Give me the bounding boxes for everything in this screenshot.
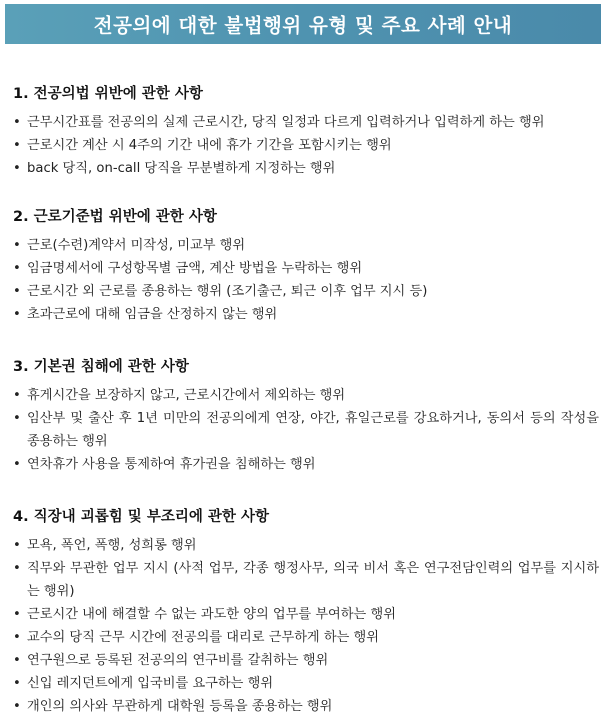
list-item: • 휴게시간을 보장하지 않고, 근로시간에서 제외하는 행위 (13, 384, 599, 407)
item-list (13, 111, 599, 180)
page-title: 전공의에 대한 불법행위 유형 및 주요 사례 안내 (93, 14, 513, 37)
list-item: • 초과근로에 대해 임금을 산정하지 않는 행위 (13, 303, 599, 326)
section-workplace-harassment (13, 506, 599, 718)
list-item: • 근로시간 외 근로를 종용하는 행위 (조기출근, 퇴근 이후 업무 지시 등) (13, 280, 599, 303)
list-item: • 근로시간 계산 시 4주의 기간 내에 휴가 기간을 포함시키는 행위 (13, 134, 599, 157)
section-heading: 3. 기본권 침해에 관한 사항 (13, 359, 189, 375)
list-item: • back 당직, on-call 당직을 무분별하게 지정하는 행위 (13, 157, 599, 180)
list-item: • 근로시간 내에 해결할 수 없는 과도한 양의 업무를 부여하는 행위 (13, 603, 599, 626)
section-heading: 1. 전공의법 위반에 관한 사항 (13, 86, 203, 102)
section-heading: 4. 직장내 괴롭힘 및 부조리에 관한 사항 (13, 509, 269, 525)
list-item: • 직무와 무관한 업무 지시 (사적 업무, 각종 행정사무, 의국 비서 혹은 연구전담인력의 업무를 지시하는 행위) (13, 557, 599, 603)
section-law-violation (13, 83, 599, 180)
list-item: • 임금명세서에 구성항목별 금액, 계산 방법을 누락하는 행위 (13, 257, 599, 280)
section-labor-standards (13, 206, 599, 326)
list-item: • 연차휴가 사용을 통제하여 휴가권을 침해하는 행위 (13, 453, 599, 476)
item-list (13, 534, 599, 718)
title-banner (5, 4, 601, 44)
item-list (13, 384, 599, 476)
section-basic-rights (13, 356, 599, 476)
item-list (13, 234, 599, 326)
list-item: • 연구원으로 등록된 전공의의 연구비를 갈취하는 행위 (13, 649, 599, 672)
list-item: • 개인의 의사와 무관하게 대학원 등록을 종용하는 행위 (13, 695, 599, 718)
list-item: • 임산부 및 출산 후 1년 미만의 전공의에게 연장, 야간, 휴일근로를 강요하거나, 동의서 등의 작성을 종용하는 행위 (13, 407, 599, 453)
list-item: • 신입 레지던트에게 입국비를 요구하는 행위 (13, 672, 599, 695)
section-heading: 2. 근로기준법 위반에 관한 사항 (13, 209, 217, 225)
list-item: • 교수의 당직 근무 시간에 전공의를 대리로 근무하게 하는 행위 (13, 626, 599, 649)
list-item: • 근로(수련)계약서 미작성, 미교부 행위 (13, 234, 599, 257)
list-item: • 근무시간표를 전공의의 실제 근로시간, 당직 일정과 다르게 입력하거나 입력하게 하는 행위 (13, 111, 599, 134)
list-item: • 모욕, 폭언, 폭행, 성희롱 행위 (13, 534, 599, 557)
